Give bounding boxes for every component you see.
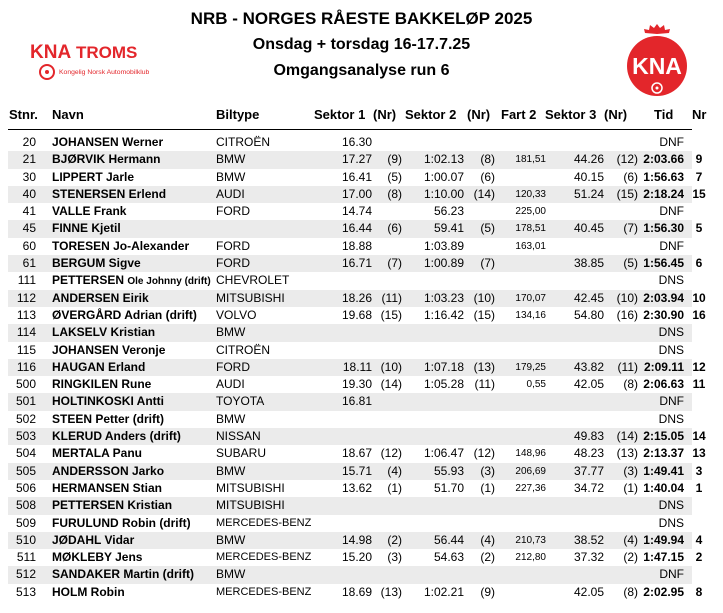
- cell-fart2: 210,73: [515, 534, 546, 546]
- cell-nr1: (10): [380, 359, 402, 374]
- cell-biltype: VOLVO: [216, 307, 257, 322]
- cell-tid: DNS: [658, 411, 684, 426]
- svg-text:KNA: KNA: [632, 53, 682, 79]
- cell-navn: HAUGAN Erland: [52, 359, 146, 374]
- cell-nr: 7: [695, 169, 703, 184]
- cell-fart2: 206,69: [515, 465, 546, 477]
- cell-stnr: 503: [15, 429, 36, 444]
- cell-sektor3: 40.15: [573, 169, 604, 184]
- cell-nr1: (8): [387, 186, 402, 201]
- table-row: [8, 220, 703, 237]
- table-row: [8, 169, 703, 186]
- cell-sektor2: 1:06.47: [423, 446, 464, 461]
- table-row: [8, 515, 692, 532]
- cell-sektor3: 37.32: [573, 550, 604, 565]
- cell-sektor3: 54.80: [573, 307, 604, 322]
- cell-fart2: 225,00: [515, 206, 546, 218]
- cell-biltype: BMW: [216, 532, 246, 547]
- cell-nr: 6: [695, 256, 703, 271]
- cell-nr3: (13): [616, 446, 638, 461]
- cell-nr1: (3): [387, 550, 402, 565]
- cell-tid: DNF: [659, 567, 684, 582]
- col-nr1: (Nr): [373, 107, 397, 122]
- cell-fart2: 181,51: [515, 154, 546, 166]
- cell-nr3: (16): [616, 307, 638, 322]
- cell-tid: 1:40.04: [643, 480, 684, 495]
- cell-tid: 1:49.41: [643, 463, 684, 478]
- cell-nr2: (6): [480, 169, 495, 184]
- cell-sektor1: 16.71: [341, 256, 372, 271]
- cell-sektor2: 1:02.21: [423, 584, 464, 599]
- col-nr2: (Nr): [467, 107, 491, 122]
- table-row: [8, 272, 692, 289]
- cell-sektor2: 55.93: [433, 463, 464, 478]
- cell-tid: DNS: [658, 325, 684, 340]
- cell-nr1: (6): [387, 221, 402, 236]
- cell-biltype: BMW: [216, 169, 246, 184]
- cell-sektor1: 15.71: [341, 463, 372, 478]
- table-row: [8, 463, 703, 480]
- cell-navn: ANDERSSON Jarko: [52, 463, 165, 478]
- table-row: [8, 307, 706, 324]
- table-row: [8, 186, 706, 203]
- table-row: [8, 342, 692, 359]
- table-row: [8, 203, 692, 220]
- cell-tid: DNS: [658, 498, 684, 513]
- kna-shield-logo: [624, 20, 690, 102]
- cell-navn: JOHANSEN Werner: [52, 135, 164, 149]
- cell-sektor3: 42.05: [573, 584, 604, 599]
- cell-nr: 16: [692, 307, 706, 322]
- cell-sektor3: 37.77: [573, 463, 604, 478]
- cell-nr3: (1): [623, 480, 638, 495]
- cell-fart2: 134,16: [515, 309, 546, 321]
- cell-biltype: MERCEDES-BENZ: [216, 516, 312, 529]
- cell-stnr: 60: [22, 238, 36, 253]
- cell-nr3: (15): [616, 186, 638, 201]
- cell-sektor1: 18.26: [341, 290, 372, 305]
- cell-nr2: (2): [480, 550, 495, 565]
- cell-stnr: 112: [16, 290, 36, 305]
- cell-navn: SANDAKER Martin (drift): [52, 567, 194, 582]
- cell-sektor1: 16.30: [341, 135, 372, 149]
- table-row: [8, 134, 692, 151]
- cell-stnr: 504: [15, 446, 36, 461]
- cell-tid: 1:56.45: [643, 256, 684, 271]
- col-fart2: Fart 2: [501, 107, 537, 122]
- cell-sektor2: 1:10.00: [423, 186, 464, 201]
- cell-fart2: 120,33: [515, 188, 546, 200]
- cell-navn: KLERUD Anders (drift): [52, 429, 181, 444]
- cell-nr3: (5): [623, 256, 638, 271]
- cell-sektor2: 1:00.89: [423, 256, 464, 271]
- table-row: [8, 290, 706, 307]
- cell-tid: 2:09.11: [643, 359, 684, 374]
- cell-nr: 2: [695, 550, 703, 565]
- table-row: [8, 238, 692, 255]
- cell-nr2: (7): [480, 256, 495, 271]
- cell-stnr: 41: [22, 204, 36, 219]
- cell-fart2: 148,96: [515, 448, 546, 460]
- cell-nr2: (1): [480, 480, 495, 495]
- cell-sektor1: 16.44: [341, 221, 372, 236]
- col-nr3: (Nr): [604, 107, 628, 122]
- cell-biltype: MERCEDES-BENZ: [216, 551, 312, 564]
- cell-biltype: MITSUBISHI: [216, 480, 285, 495]
- cell-biltype: MITSUBISHI: [216, 290, 285, 305]
- cell-nr3: (2): [623, 550, 638, 565]
- cell-stnr: 508: [15, 498, 36, 513]
- cell-nr3: (8): [623, 377, 638, 392]
- header-divider: [8, 129, 692, 130]
- cell-nr2: (13): [473, 359, 495, 374]
- cell-nr1: (13): [380, 584, 402, 599]
- table-row: [8, 532, 703, 549]
- cell-tid: 2:18.24: [643, 186, 684, 201]
- cell-sektor2: 1:05.28: [423, 377, 464, 392]
- cell-navn: LAKSELV Kristian: [52, 325, 156, 340]
- cell-navn: MERTALA Panu: [52, 446, 142, 461]
- cell-nr1: (12): [380, 446, 402, 461]
- cell-navn: MØKLEBY Jens: [52, 550, 143, 565]
- svg-text:TROMS: TROMS: [76, 43, 138, 62]
- cell-stnr: 30: [22, 169, 36, 184]
- cell-sektor2: 56.44: [433, 532, 464, 547]
- cell-navn: HERMANSEN Stian: [52, 480, 163, 495]
- cell-stnr: 502: [15, 411, 36, 426]
- cell-navn: LIPPERT Jarle: [52, 169, 135, 184]
- table-row: [8, 393, 692, 410]
- cell-fart2: 178,51: [515, 223, 546, 235]
- cell-sektor3: 38.85: [573, 256, 604, 271]
- cell-nr1: (2): [387, 532, 402, 547]
- cell-navn: BJØRVIK Hermann: [52, 152, 161, 167]
- cell-tid: 2:13.37: [643, 446, 684, 461]
- cell-sektor1: 18.67: [341, 446, 372, 461]
- cell-navn: [52, 272, 211, 290]
- results-table: [8, 134, 706, 601]
- cell-nr2: (11): [474, 377, 495, 392]
- cell-nr1: (4): [387, 463, 402, 478]
- cell-sektor2: 1:03.89: [423, 238, 464, 253]
- cell-biltype: SUBARU: [216, 446, 267, 461]
- cell-sektor1: 16.41: [341, 169, 372, 184]
- cell-sektor1: 18.88: [341, 238, 372, 253]
- table-row: [8, 359, 706, 376]
- cell-navn: FURULUND Robin (drift): [52, 515, 191, 530]
- cell-sektor2: 1:02.13: [423, 152, 464, 167]
- cell-nr3: (14): [616, 429, 638, 444]
- cell-nr: 13: [692, 446, 706, 461]
- cell-sektor3: 44.26: [573, 152, 604, 167]
- cell-nr3: (10): [616, 290, 638, 305]
- cell-stnr: 501: [15, 394, 36, 409]
- cell-biltype: NISSAN: [216, 429, 261, 444]
- cell-nr: 14: [692, 429, 706, 444]
- table-row: [8, 376, 706, 393]
- cell-navn-last: PETTERSEN: [52, 273, 125, 288]
- cell-biltype: BMW: [216, 411, 246, 426]
- cell-stnr: 113: [16, 307, 36, 322]
- cell-sektor3: 43.82: [573, 359, 604, 374]
- table-row: [8, 255, 703, 272]
- cell-stnr: 21: [22, 152, 36, 167]
- table-row: [8, 445, 706, 462]
- cell-biltype: CHEVROLET: [216, 273, 290, 288]
- cell-sektor3: 51.24: [573, 186, 604, 201]
- cell-nr2: (12): [473, 446, 495, 461]
- cell-fart2: 179,25: [515, 361, 546, 373]
- cell-stnr: 513: [15, 584, 36, 599]
- cell-nr1: (1): [387, 480, 402, 495]
- cell-navn: FINNE Kjetil: [52, 221, 121, 236]
- cell-biltype: BMW: [216, 567, 246, 582]
- cell-sektor1: 18.69: [341, 584, 372, 599]
- cell-tid: 2:30.90: [643, 307, 684, 322]
- cell-sektor2: 1:00.07: [423, 169, 464, 184]
- cell-stnr: 115: [16, 342, 36, 357]
- cell-nr3: (4): [623, 532, 638, 547]
- table-row: [8, 411, 692, 428]
- cell-navn: STEEN Petter (drift): [52, 411, 165, 426]
- cell-sektor2: 51.70: [433, 480, 464, 495]
- svg-text:KNA: KNA: [30, 42, 72, 63]
- cell-nr: 4: [695, 532, 703, 547]
- cell-fart2: 170,07: [515, 292, 546, 304]
- cell-tid: 2:03.94: [643, 290, 684, 305]
- cell-navn: BERGUM Sigve: [52, 256, 141, 271]
- page-subtitle: Onsdag + torsdag 16-17.7.25: [252, 36, 471, 53]
- cell-sektor2: 54.63: [433, 550, 464, 565]
- cell-sektor2: 59.41: [433, 221, 464, 236]
- table-row: [8, 549, 703, 566]
- cell-stnr: 512: [15, 567, 36, 582]
- cell-navn: ANDERSEN Eirik: [52, 290, 149, 305]
- cell-sektor3: 48.23: [573, 446, 604, 461]
- cell-sektor1: 14.98: [341, 532, 372, 547]
- table-row: [8, 428, 706, 445]
- cell-stnr: 45: [22, 221, 36, 236]
- cell-nr3: (12): [616, 152, 638, 167]
- cell-tid: DNF: [659, 394, 684, 409]
- cell-navn: HOLTINKOSKI Antti: [52, 394, 164, 409]
- cell-tid: 1:49.94: [643, 532, 684, 547]
- cell-biltype: CITROËN: [216, 135, 270, 149]
- cell-biltype: AUDI: [216, 377, 245, 392]
- cell-nr2: (14): [473, 186, 495, 201]
- table-row: [8, 497, 692, 514]
- cell-nr2: (15): [473, 307, 495, 322]
- cell-biltype: BMW: [216, 463, 246, 478]
- col-sektor3: Sektor 3: [545, 107, 597, 122]
- col-navn: Navn: [52, 107, 84, 122]
- run-label: Omgangsanalyse run 6: [273, 62, 450, 79]
- cell-stnr: 500: [15, 377, 36, 392]
- cell-sektor2: 56.23: [433, 204, 464, 219]
- cell-nr2: (8): [480, 152, 495, 167]
- cell-biltype: MERCEDES-BENZ: [216, 585, 312, 598]
- cell-nr2: (5): [480, 221, 495, 236]
- cell-nr3: (3): [623, 463, 638, 478]
- cell-navn: JOHANSEN Veronje: [52, 342, 166, 357]
- cell-sektor3: 49.83: [573, 429, 604, 444]
- cell-nr1: (15): [380, 307, 402, 322]
- cell-nr3: (6): [623, 169, 638, 184]
- cell-sektor1: 13.62: [341, 480, 372, 495]
- cell-nr: 8: [695, 584, 703, 599]
- cell-nr2: (10): [473, 290, 495, 305]
- cell-stnr: 116: [16, 359, 36, 374]
- cell-nr3: (11): [617, 359, 638, 374]
- col-tid: Tid: [654, 107, 674, 122]
- cell-sektor2: 1:03.23: [423, 290, 464, 305]
- cell-stnr: 114: [16, 325, 36, 340]
- cell-fart2: 212,80: [515, 552, 546, 564]
- cell-navn: STENERSEN Erlend: [52, 186, 167, 201]
- cell-tid: DNF: [659, 238, 684, 253]
- cell-sektor1: 14.74: [341, 204, 372, 219]
- page-title: NRB - NORGES RÅESTE BAKKELØP 2025: [190, 9, 533, 28]
- cell-biltype: BMW: [216, 325, 246, 340]
- cell-stnr: 40: [22, 186, 36, 201]
- cell-stnr: 505: [15, 463, 36, 478]
- table-row: [8, 480, 703, 497]
- cell-nr1: (14): [380, 377, 402, 392]
- cell-sektor1: 16.81: [341, 394, 372, 409]
- cell-biltype: FORD: [216, 256, 250, 271]
- cell-tid: 2:06.63: [643, 377, 684, 392]
- cell-nr: 11: [692, 377, 706, 392]
- cell-biltype: MITSUBISHI: [216, 498, 285, 513]
- cell-navn: HOLM Robin: [52, 584, 125, 599]
- cell-tid: DNF: [659, 204, 684, 219]
- cell-sektor2: 1:16.42: [423, 307, 464, 322]
- cell-nr3: (7): [623, 221, 638, 236]
- cell-stnr: 506: [15, 480, 36, 495]
- cell-tid: 2:02.95: [643, 584, 684, 599]
- cell-stnr: 111: [17, 273, 36, 288]
- cell-tid: DNS: [658, 515, 684, 530]
- cell-nr: 12: [692, 359, 706, 374]
- cell-sektor3: 34.72: [573, 480, 604, 495]
- cell-tid: 1:47.15: [643, 550, 684, 565]
- cell-stnr: 20: [22, 135, 36, 149]
- cell-navn: TORESEN Jo-Alexander: [52, 238, 190, 253]
- cell-sektor3: 42.05: [573, 377, 604, 392]
- cell-stnr: 511: [16, 550, 36, 565]
- cell-biltype: FORD: [216, 359, 250, 374]
- cell-nr: 1: [695, 480, 703, 495]
- cell-nr: 10: [692, 290, 706, 305]
- cell-biltype: TOYOTA: [216, 394, 265, 409]
- cell-sektor1: 18.11: [342, 359, 372, 374]
- cell-nr: 15: [692, 186, 706, 201]
- cell-navn: ØVERGÅRD Adrian (drift): [52, 307, 197, 322]
- svg-text:Kongelig Norsk Automobilklub: Kongelig Norsk Automobilklub: [59, 69, 150, 76]
- table-row: [8, 324, 692, 341]
- cell-navn: JØDAHL Vidar: [52, 532, 135, 547]
- cell-navn: RINGKILEN Rune: [52, 377, 152, 392]
- cell-sektor3: 38.52: [573, 532, 604, 547]
- cell-nr1: (9): [387, 152, 402, 167]
- cell-navn-first: Ole Johnny (drift): [127, 276, 211, 288]
- cell-nr: 5: [695, 221, 703, 236]
- cell-biltype: BMW: [216, 152, 246, 167]
- cell-tid: DNS: [658, 342, 684, 357]
- cell-stnr: 510: [15, 532, 36, 547]
- cell-nr2: (9): [480, 584, 495, 599]
- cell-fart2: 227,36: [515, 482, 546, 494]
- cell-sektor1: 15.20: [341, 550, 372, 565]
- cell-nr1: (11): [381, 290, 402, 305]
- cell-nr3: (8): [623, 584, 638, 599]
- cell-sektor1: 17.00: [341, 186, 372, 201]
- cell-sektor3: 40.45: [573, 221, 604, 236]
- cell-nr: 3: [695, 463, 703, 478]
- cell-sektor1: 19.68: [341, 307, 372, 322]
- cell-biltype: FORD: [216, 238, 250, 253]
- cell-biltype: CITROËN: [216, 342, 270, 357]
- table-row: [8, 151, 703, 168]
- cell-navn: VALLE Frank: [52, 204, 127, 219]
- cell-sektor1: 17.27: [341, 152, 372, 167]
- cell-tid: DNS: [658, 273, 684, 288]
- cell-sektor1: 19.30: [341, 377, 372, 392]
- col-sektor2: Sektor 2: [405, 107, 457, 122]
- cell-navn: PETTERSEN Kristian: [52, 498, 173, 513]
- cell-tid: 2:15.05: [643, 429, 684, 444]
- cell-tid: 2:03.66: [643, 152, 684, 167]
- cell-tid: 1:56.63: [643, 169, 684, 184]
- cell-fart2: 0,55: [526, 379, 546, 391]
- kna-troms-logo: [26, 28, 150, 84]
- cell-sektor3: 42.45: [573, 290, 604, 305]
- cell-nr1: (7): [387, 256, 402, 271]
- cell-tid: 1:56.30: [643, 221, 684, 236]
- col-nr: Nr: [692, 107, 707, 122]
- cell-nr2: (4): [480, 532, 495, 547]
- cell-nr: 9: [695, 152, 703, 167]
- cell-nr1: (5): [387, 169, 402, 184]
- col-biltype: Biltype: [216, 107, 260, 122]
- cell-tid: DNF: [659, 135, 684, 149]
- cell-biltype: AUDI: [216, 186, 245, 201]
- cell-stnr: 509: [15, 515, 36, 530]
- cell-stnr: 61: [22, 256, 36, 271]
- cell-sektor2: 1:07.18: [423, 359, 464, 374]
- col-stnr: Stnr.: [9, 107, 38, 122]
- table-row: [8, 566, 692, 583]
- table-row: [8, 584, 703, 601]
- cell-fart2: 163,01: [515, 240, 546, 252]
- cell-nr2: (3): [480, 463, 495, 478]
- cell-biltype: FORD: [216, 204, 250, 219]
- col-sektor1: Sektor 1: [314, 107, 366, 122]
